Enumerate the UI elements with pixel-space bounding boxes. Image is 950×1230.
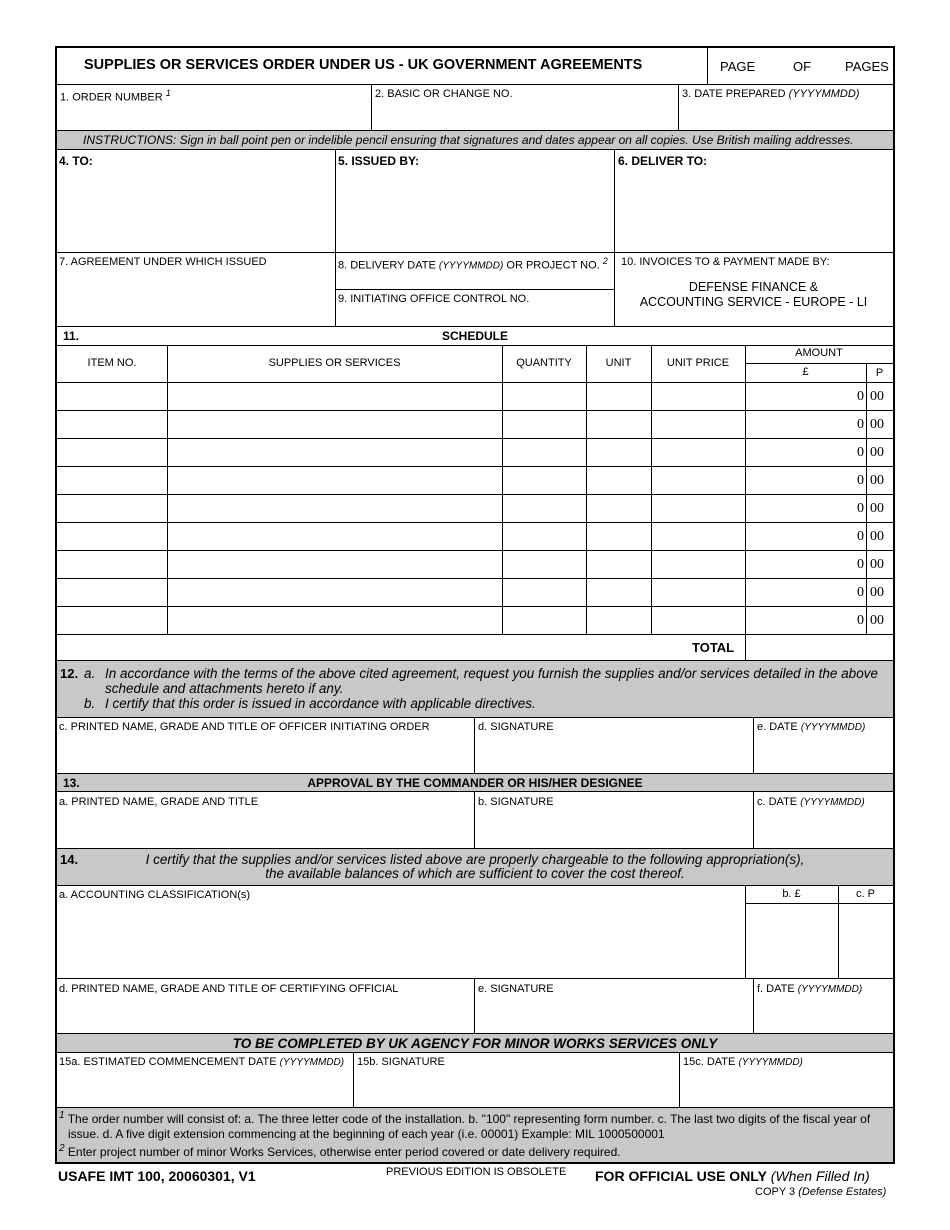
s13-number: 13. [63, 776, 80, 790]
s13-date-field[interactable]: c. DATE (YYYYMMDD) [757, 796, 865, 808]
col-pence: P [875, 367, 884, 379]
col-item-no: ITEM NO. [87, 357, 137, 369]
agreement-field[interactable]: 7. AGREEMENT UNDER WHICH ISSUED [59, 256, 267, 268]
s14-date-field[interactable]: f. DATE (YYYYMMDD) [757, 983, 863, 995]
row-6-pence[interactable]: 00 [870, 529, 884, 544]
s14-accounting-field[interactable]: a. ACCOUNTING CLASSIFICATION(s) [59, 889, 251, 901]
to-field[interactable]: 4. TO: [59, 154, 93, 168]
row-1-pounds[interactable]: 0 [857, 389, 864, 404]
s13-title: APPROVAL BY THE COMMANDER OR HIS/HER DESIGNEE [307, 776, 643, 790]
row-5-pounds[interactable]: 0 [857, 501, 864, 516]
s12-a-letter: a. [84, 666, 96, 681]
delivery-date-field[interactable]: 8. DELIVERY DATE (YYYYMMDD) OR PROJECT NO. $^2$ [338, 256, 608, 272]
fouo-label: FOR OFFICIAL USE ONLY (When Filled In) [595, 1168, 870, 1184]
total-label: TOTAL [692, 640, 735, 655]
s15-title: TO BE COMPLETED BY UK AGENCY FOR MINOR WORKS SERVICES ONLY [232, 1036, 718, 1051]
row-3-pounds[interactable]: 0 [857, 445, 864, 460]
schedule-title: SCHEDULE [441, 329, 508, 343]
row-4-pence[interactable]: 00 [870, 473, 884, 488]
previous-edition: PREVIOUS EDITION IS OBSOLETE [386, 1166, 567, 1178]
s12-printed-name-field[interactable]: c. PRINTED NAME, GRADE AND TITLE OF OFFICER INITIATING ORDER [59, 721, 430, 733]
invoices-label: 10. INVOICES TO & PAYMENT MADE BY: [621, 256, 830, 268]
col-quantity: QUANTITY [516, 357, 572, 369]
issued-by-field[interactable]: 5. ISSUED BY: [338, 154, 420, 168]
s14-number: 14. [60, 852, 79, 867]
col-supplies: SUPPLIES OR SERVICES [268, 357, 401, 369]
basic-change-field[interactable]: 2. BASIC OR CHANGE NO. [375, 88, 513, 100]
s12-b-letter: b. [84, 696, 96, 711]
order-number-field[interactable]: 1. ORDER NUMBER $^1$ [60, 88, 171, 104]
form-id: USAFE IMT 100, 20060301, V1 [58, 1168, 256, 1184]
s13-signature-field[interactable]: b. SIGNATURE [478, 796, 554, 808]
row-3-pence[interactable]: 00 [870, 445, 884, 460]
s12-signature-field[interactable]: d. SIGNATURE [478, 721, 554, 733]
s14-printed-name-field[interactable]: d. PRINTED NAME, GRADE AND TITLE OF CERTIFYING OFFICIAL [59, 983, 399, 995]
s12-date-field[interactable]: e. DATE (YYYYMMDD) [757, 721, 866, 733]
col-unit-price: UNIT PRICE [666, 357, 730, 369]
row-4-pounds[interactable]: 0 [857, 473, 864, 488]
payer-line-1: DEFENSE FINANCE & [688, 280, 819, 294]
form-title: SUPPLIES OR SERVICES ORDER UNDER US - UK GOVERNMENT AGREEMENTS [84, 57, 643, 73]
row-2-pence[interactable]: 00 [870, 417, 884, 432]
row-7-pence[interactable]: 00 [870, 557, 884, 572]
payer-line-2: ACCOUNTING SERVICE - EUROPE - LI [639, 295, 868, 309]
s15-date-field[interactable]: 15c. DATE (YYYYMMDD) [683, 1056, 803, 1068]
note-2: $^2$ Enter project number of minor Works Services, otherwise enter period covered or date delivery required. [59, 1143, 621, 1159]
row-7-pounds[interactable]: 0 [857, 557, 864, 572]
s12-b-text: I certify that this order is issued in accordance with applicable directives. [105, 696, 536, 711]
s15-signature-field[interactable]: 15b. SIGNATURE [357, 1056, 445, 1068]
row-6-pounds[interactable]: 0 [857, 529, 864, 544]
s14-pounds-field[interactable]: b. £ [782, 888, 801, 900]
col-pound: £ [802, 366, 809, 378]
control-no-field[interactable]: 9. INITIATING OFFICE CONTROL NO. [338, 293, 530, 305]
date-prepared-field[interactable]: 3. DATE PREPARED (YYYYMMDD) [682, 88, 860, 100]
row-9-pence[interactable]: 00 [870, 613, 884, 628]
col-unit: UNIT [605, 357, 632, 369]
pages-label: PAGES [845, 59, 889, 74]
s12-number: 12. [60, 666, 79, 681]
deliver-to-field[interactable]: 6. DELIVER TO: [618, 154, 708, 168]
row-1-pence[interactable]: 00 [870, 389, 884, 404]
s14-pence-field[interactable]: c. P [856, 888, 875, 900]
s15-commencement-field[interactable]: 15a. ESTIMATED COMMENCEMENT DATE (YYYYMMDD) [59, 1056, 345, 1068]
s14-text-1: I certify that the supplies and/or services listed above are properly chargeable to the following appropriation(s), [145, 852, 805, 867]
order-form [55, 46, 895, 1164]
row-8-pence[interactable]: 00 [870, 585, 884, 600]
of-label: OF [793, 59, 812, 74]
row-9-pounds[interactable]: 0 [857, 613, 864, 628]
s14-signature-field[interactable]: e. SIGNATURE [478, 983, 554, 995]
s13-printed-name-field[interactable]: a. PRINTED NAME, GRADE AND TITLE [59, 796, 259, 808]
schedule-number: 11. [63, 329, 80, 343]
s12-a-text-2: schedule and attachments hereto if any. [105, 681, 344, 696]
col-amount: AMOUNT [795, 347, 843, 359]
s12-a-text-1: In accordance with the terms of the above cited agreement, request you furnish the supplies and/or services detailed in the above [105, 666, 878, 681]
row-5-pence[interactable]: 00 [870, 501, 884, 516]
note-1-line-1: $^1$ The order number will consist of: a. The three letter code of the installation. b. "100" representing form number. c. The last two digits of the fiscal year of [59, 1110, 871, 1126]
row-2-pounds[interactable]: 0 [857, 417, 864, 432]
page-label: PAGE [720, 59, 756, 74]
note-1-line-2: issue. d. A five digit extension commencing at the beginning of each year (i.e. 00001) Example: MIL 1000500001 [68, 1127, 665, 1141]
row-8-pounds[interactable]: 0 [857, 585, 864, 600]
instructions: INSTRUCTIONS: Sign in ball point pen or indelible pencil ensuring that signatures and dates appear on all copies. Use British mailing addresses. [83, 133, 854, 147]
s14-text-2: the available balances of which are sufficient to cover the cost thereof. [265, 866, 685, 881]
copy-label: COPY 3 (Defense Estates) [755, 1186, 887, 1198]
